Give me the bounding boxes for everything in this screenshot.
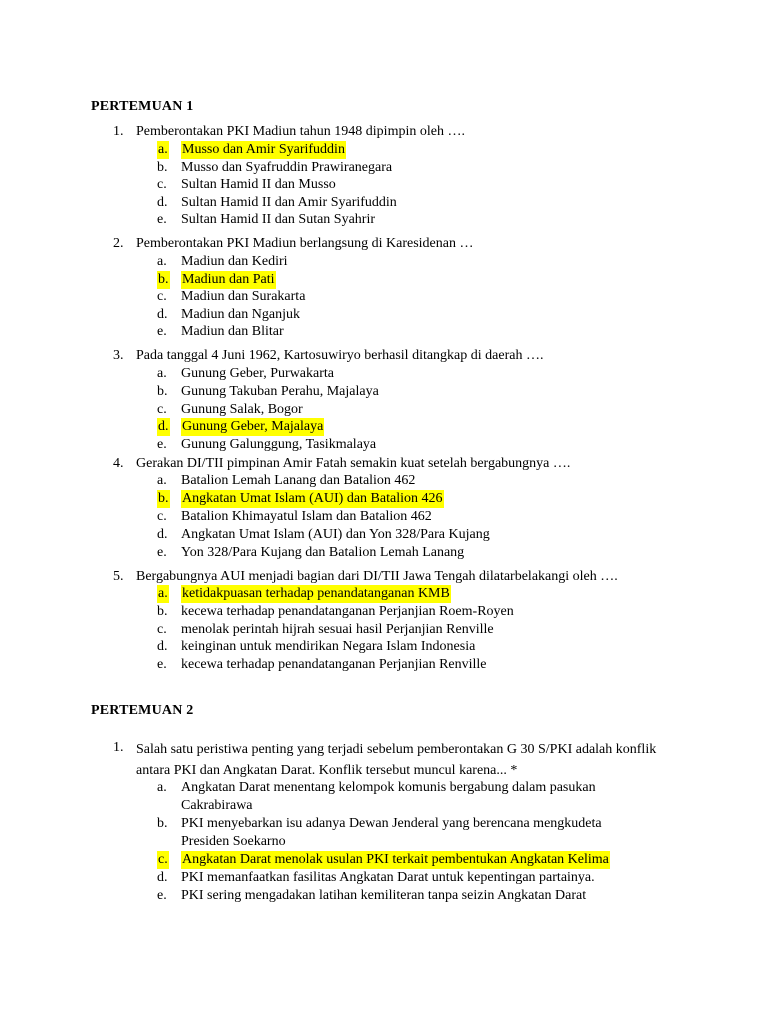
option-letter: e. (157, 437, 167, 452)
option-text: ketidakpuasan terhadap penandatanganan KMB (182, 586, 450, 601)
option-letter: d. (157, 639, 168, 654)
option-text: Musso dan Syafruddin Prawiranegara (181, 160, 393, 175)
option-text: Angkatan Darat menentang kelompok komunis bergabung dalam pasukan Cakrabirawa (181, 780, 596, 813)
option-text: Gunung Takuban Perahu, Majalaya (181, 384, 379, 399)
question-text: Pada tanggal 4 Juni 1962, Kartosuwiryo berhasil ditangkap di daerah …. (136, 348, 544, 363)
option-letter: e. (157, 657, 167, 672)
option-text: Musso dan Amir Syarifuddin (182, 142, 345, 157)
option-letter: a. (158, 142, 168, 157)
option-text: Angkatan Darat menolak usulan PKI terkait pembentukan Angkatan Kelima (182, 852, 609, 867)
option-letter: e. (157, 545, 167, 560)
option-text: kecewa terhadap penandatanganan Perjanjian Roem-Royen (181, 604, 514, 619)
option-text: Angkatan Umat Islam (AUI) dan Batalion 426 (182, 491, 443, 506)
option-letter: b. (158, 272, 169, 287)
option-letter: e. (157, 324, 167, 339)
option-letter: c. (158, 852, 168, 867)
question-number: 1. (113, 124, 124, 139)
option-text: Gunung Geber, Majalaya (182, 419, 324, 434)
question-text: Bergabungnya AUI menjadi bagian dari DI/TII Jawa Tengah dilatarbelakangi oleh …. (136, 569, 618, 584)
section-title: PERTEMUAN 2 (91, 703, 194, 718)
option-letter: c. (157, 177, 167, 192)
option-letter: d. (157, 527, 168, 542)
option-letter: a. (158, 586, 168, 601)
option-letter: a. (157, 473, 167, 488)
option-letter: a. (157, 366, 167, 381)
option-letter: b. (158, 491, 169, 506)
option-letter: c. (157, 289, 167, 304)
question-number: 2. (113, 236, 124, 251)
section-title: PERTEMUAN 1 (91, 99, 194, 114)
option-letter: a. (157, 254, 167, 269)
option-letter: d. (157, 195, 168, 210)
option-letter: b. (157, 604, 168, 619)
question-text: Pemberontakan PKI Madiun berlangsung di Karesidenan … (136, 236, 474, 251)
option-text: Madiun dan Kediri (181, 254, 288, 269)
option-letter: d. (158, 419, 169, 434)
question-number: 5. (113, 569, 124, 584)
option-text: Gunung Geber, Purwakarta (181, 366, 335, 381)
option-text: Sultan Hamid II dan Amir Syarifuddin (181, 195, 397, 210)
option-letter: e. (157, 888, 167, 903)
option-text: Madiun dan Nganjuk (181, 307, 300, 322)
option-text: Gunung Galunggung, Tasikmalaya (181, 437, 377, 452)
option-text: kecewa terhadap penandatanganan Perjanjian Renville (181, 657, 487, 672)
option-letter: a. (157, 780, 167, 795)
option-text: Madiun dan Pati (182, 272, 275, 287)
option-text: Gunung Salak, Bogor (181, 402, 303, 417)
option-letter: b. (157, 384, 168, 399)
question-text: Gerakan DI/TII pimpinan Amir Fatah semakin kuat setelah bergabungnya …. (136, 456, 571, 471)
option-text: Sultan Hamid II dan Sutan Syahrir (181, 212, 376, 227)
question-number: 4. (113, 456, 124, 471)
option-letter: b. (157, 816, 168, 831)
option-text: PKI menyebarkan isu adanya Dewan Jenderal yang berencana mengkudeta Presiden Soekarno (181, 816, 602, 849)
question-number: 3. (113, 348, 124, 363)
option-text: Angkatan Umat Islam (AUI) dan Yon 328/Para Kujang (181, 527, 490, 542)
question-number: 1. (113, 740, 124, 755)
option-letter: c. (157, 509, 167, 524)
option-text: Yon 328/Para Kujang dan Batalion Lemah Lanang (181, 545, 465, 560)
option-text: PKI memanfaatkan fasilitas Angkatan Darat untuk kepentingan partainya. (181, 870, 595, 885)
option-letter: e. (157, 212, 167, 227)
option-letter: c. (157, 402, 167, 417)
question-text: Salah satu peristiwa penting yang terjadi sebelum pemberontakan G 30 S/PKI adalah konflik antara PKI dan Angkatan Darat. Konflik tersebut muncul karena... * (136, 742, 657, 778)
option-letter: c. (157, 622, 167, 637)
option-text: Madiun dan Surakarta (181, 289, 306, 304)
option-letter: d. (157, 870, 168, 885)
option-text: Batalion Lemah Lanang dan Batalion 462 (181, 473, 416, 488)
option-text: Sultan Hamid II dan Musso (181, 177, 336, 192)
option-text: PKI sering mengadakan latihan kemiliteran tanpa seizin Angkatan Darat (181, 888, 587, 903)
option-text: Madiun dan Blitar (181, 324, 284, 339)
question-text: Pemberontakan PKI Madiun tahun 1948 dipimpin oleh …. (136, 124, 465, 139)
option-text: Batalion Khimayatul Islam dan Batalion 462 (181, 509, 432, 524)
option-letter: d. (157, 307, 168, 322)
option-text: menolak perintah hijrah sesuai hasil Perjanjian Renville (181, 622, 494, 637)
option-text: keinginan untuk mendirikan Negara Islam Indonesia (181, 639, 476, 654)
option-letter: b. (157, 160, 168, 175)
